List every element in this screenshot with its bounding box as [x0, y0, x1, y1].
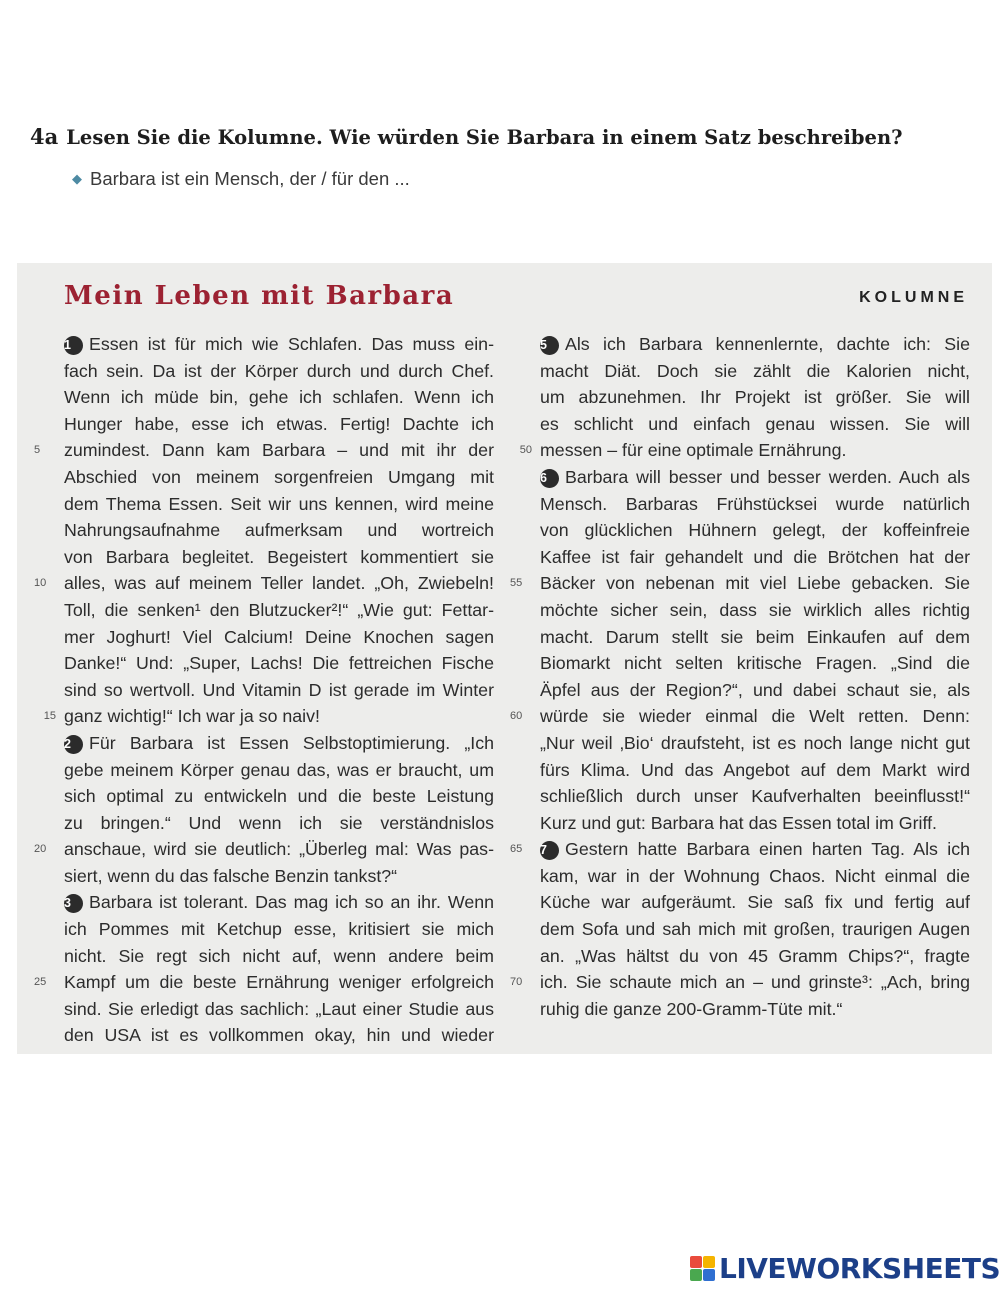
line-text: von Barbara begleitet. Begeistert kommentiert sie [64, 546, 494, 567]
line-text: ich Pommes mit Ketchup esse, kritisiert sie mich [64, 919, 494, 940]
article-line [64, 996, 494, 1023]
article-line [64, 863, 494, 890]
line-text: Gestern hatte Barbara einen harten Tag. Als ich [565, 839, 970, 860]
line-text: Kurz und gut: Barbara hat das Essen total im Griff. [540, 812, 937, 833]
article-line [540, 757, 970, 784]
line-text: Nahrungsaufnahme aufmerksam und wortreich [64, 520, 494, 541]
line-text: mer Joghurt! Viel Calcium! Deine Knochen sagen [64, 626, 494, 647]
line-text: Wenn ich müde bin, gehe ich schlafen. Wenn ich [64, 387, 494, 408]
brand-name: LIVEWORKSHEETS [719, 1252, 1000, 1285]
article-line [64, 943, 494, 970]
liveworksheets-logo [690, 1252, 1000, 1285]
article-line [64, 411, 494, 438]
logo-square [703, 1256, 715, 1268]
article-line [64, 757, 494, 784]
line-text: macht Diät. Doch sie zählt die Kalorien nicht, [540, 360, 970, 381]
article-column-right [510, 331, 970, 1022]
line-text: „Nur weil ‚Bio‘ draufsteht, ist es noch lange nicht gut [540, 732, 970, 753]
line-number: 60 [510, 710, 523, 723]
article-line [64, 730, 494, 757]
article-line [64, 464, 494, 491]
article-line [64, 1022, 494, 1049]
line-text: nicht. Sie regt sich nicht auf, wenn andere beim [64, 945, 494, 966]
line-text: Barbara ist tolerant. Das mag ich so an ihr. Wenn [89, 892, 494, 913]
line-text: sind. Sie erledigt das sachlich: „Laut einer Studie aus [64, 998, 494, 1019]
article-line [43, 703, 494, 730]
article-line [64, 544, 494, 571]
paragraph-number-badge: 7 [540, 841, 559, 860]
article-line [540, 650, 970, 677]
article-line [540, 597, 970, 624]
line-text: macht. Darum stellt sie beim Einkaufen auf dem [540, 626, 970, 647]
article-line [519, 437, 970, 464]
article-line [64, 358, 494, 385]
paragraph-number-badge: 5 [540, 336, 559, 355]
line-number: 65 [510, 843, 523, 856]
article-line [510, 703, 970, 730]
article-line [540, 411, 970, 438]
line-text: siert, wenn du das falsche Benzin tankst?“ [64, 865, 398, 886]
line-text: Biomarkt nicht selten kritische Fragen. „Sind die [540, 653, 970, 674]
logo-square [690, 1269, 702, 1281]
task-number: 4a [30, 124, 59, 149]
line-number: 50 [519, 444, 532, 457]
line-number: 5 [34, 444, 41, 457]
line-text: von glücklichen Hühnern gelegt, der koffeinfreie [540, 520, 970, 541]
line-text: fürs Klima. Und das Angebot auf dem Markt wird [540, 759, 970, 780]
line-text: messen – für eine optimale Ernährung. [540, 440, 847, 461]
paragraph-number-badge: 6 [540, 469, 559, 488]
example-text: Barbara ist ein Mensch, der / für den ... [90, 168, 410, 189]
article-line [64, 916, 494, 943]
article-line [510, 836, 970, 863]
diamond-bullet-icon: ◆ [72, 171, 82, 186]
article-line [64, 624, 494, 651]
article-line [540, 384, 970, 411]
article-line [510, 570, 970, 597]
article-line [540, 810, 970, 837]
line-text: Küche war aufgeräumt. Sie saß fix und fertig auf [540, 892, 970, 913]
line-text: Barbara will besser und besser werden. Auch als [565, 466, 970, 487]
line-text: dem Sofa und sah mich mit großen, traurigen Augen [540, 919, 970, 940]
article-line [34, 969, 494, 996]
article-tag: KOLUMNE [859, 289, 968, 306]
line-text: an. „Was hältst du von 45 Gramm Chips?“, fragte [540, 945, 970, 966]
line-text: zumindest. Dann kam Barbara – und mit ihr der [64, 440, 494, 461]
paragraph-number-badge: 3 [64, 894, 83, 913]
line-text: Als ich Barbara kennenlernte, dachte ich: Sie [565, 334, 970, 354]
line-text: Danke!“ Und: „Super, Lachs! Die fettreichen Fische [64, 653, 494, 674]
line-text: Mensch. Barbaras Frühstücksei wurde natürlich [540, 493, 970, 514]
article-line [34, 836, 494, 863]
line-text: fach sein. Da ist der Körper durch und durch Chef. [64, 360, 494, 381]
line-text: möchte sicher sein, dass sie wirklich alles richtig [540, 599, 970, 620]
line-text: Kampf um die beste Ernährung weniger erfolgreich [64, 972, 494, 993]
line-text: würde sie wieder einmal die Welt retten. Denn: [540, 706, 970, 727]
paragraph-number-badge: 1 [64, 336, 83, 355]
line-text: Für Barbara ist Essen Selbstoptimierung. „Ich [89, 732, 494, 753]
line-text: Kaffee ist fair gehandelt und die Brötchen hat der [540, 546, 970, 567]
line-text: Äpfel aus der Region?“, und dabei schaut sie, als [540, 679, 970, 700]
line-text: sind so wertvoll. Und Vitamin D ist gerade im Winter [64, 679, 494, 700]
article-line [64, 597, 494, 624]
paragraph-number-badge: 2 [64, 735, 83, 754]
task-instruction: Lesen Sie die Kolumne. Wie würden Sie Barbara in einem Satz beschreiben? [66, 126, 903, 149]
logo-square [703, 1269, 715, 1281]
line-number: 25 [34, 976, 47, 989]
line-text: gebe meinem Körper genau das, was er braucht, um [64, 759, 494, 780]
line-text: ich. Sie schaute mich an – und grinste³: „Ach, bring [540, 972, 970, 993]
article-line [64, 650, 494, 677]
line-text: zu bringen.“ Und wenn ich sie verständnislos [64, 812, 494, 833]
line-text: ruhig die ganze 200-Gramm-Tüte mit.“ [540, 998, 843, 1019]
line-text: alles, was auf meinem Teller landet. „Oh, Zwiebeln! [64, 573, 494, 594]
article-line [540, 889, 970, 916]
article-line [64, 384, 494, 411]
article-column-left [34, 331, 494, 1049]
logo-mark-icon [690, 1256, 715, 1281]
article-line [510, 969, 970, 996]
article-line [540, 358, 970, 385]
line-text: anschaue, wird sie deutlich: „Überleg mal: Was pas- [64, 839, 494, 860]
line-text: kam, war in der Wohnung Chaos. Nicht einmal die [540, 865, 970, 886]
article-line [64, 810, 494, 837]
article-line [540, 464, 970, 491]
article-line [540, 943, 970, 970]
article-line [64, 783, 494, 810]
example-line [72, 168, 410, 190]
line-number: 70 [510, 976, 523, 989]
line-number: 20 [34, 843, 47, 856]
article-line [64, 889, 494, 916]
line-text: den USA ist es vollkommen okay, hin und wieder [64, 1025, 494, 1046]
line-text: um abzunehmen. Ihr Projekt ist größer. Sie will [540, 387, 970, 408]
article-line [540, 491, 970, 518]
article-line [540, 517, 970, 544]
line-text: Hunger habe, esse ich etwas. Fertig! Dachte ich [64, 413, 494, 434]
article-line [64, 517, 494, 544]
article-panel [17, 263, 992, 1054]
line-text: Abschied von meinem sorgenfreien Umgang mit [64, 466, 494, 487]
line-text: es schlicht und einfach genau wissen. Sie will [540, 413, 970, 434]
line-text: Essen ist für mich wie Schlafen. Das muss ein- [89, 334, 494, 354]
article-line [64, 677, 494, 704]
line-text: schließlich durch unser Kaufverhalten beeinflusst!“ [540, 786, 970, 807]
article-title: Mein Leben mit Barbara [64, 281, 455, 311]
article-line [34, 437, 494, 464]
line-number: 15 [43, 710, 56, 723]
line-text: Toll, die senken¹ den Blutzucker²!“ „Wie gut: Fettar- [64, 599, 494, 620]
article-line [540, 730, 970, 757]
line-number: 10 [34, 577, 47, 590]
line-text: dem Thema Essen. Seit wir uns kennen, wird meine [64, 493, 494, 514]
line-text: ganz wichtig!“ Ich war ja so naiv! [64, 706, 320, 727]
article-line [540, 783, 970, 810]
article-line [540, 544, 970, 571]
line-text: sich optimal zu entwickeln und die beste Leistung [64, 786, 494, 807]
task-heading [30, 124, 903, 149]
article-line [540, 331, 970, 358]
article-line [540, 677, 970, 704]
line-number: 55 [510, 577, 523, 590]
line-text: Bäcker von nebenan mit viel Liebe gebacken. Sie [540, 573, 970, 594]
article-line [540, 863, 970, 890]
article-line [64, 331, 494, 358]
article-line [64, 491, 494, 518]
article-line [540, 624, 970, 651]
article-line [34, 570, 494, 597]
logo-square [690, 1256, 702, 1268]
article-line [540, 996, 970, 1023]
article-line [540, 916, 970, 943]
